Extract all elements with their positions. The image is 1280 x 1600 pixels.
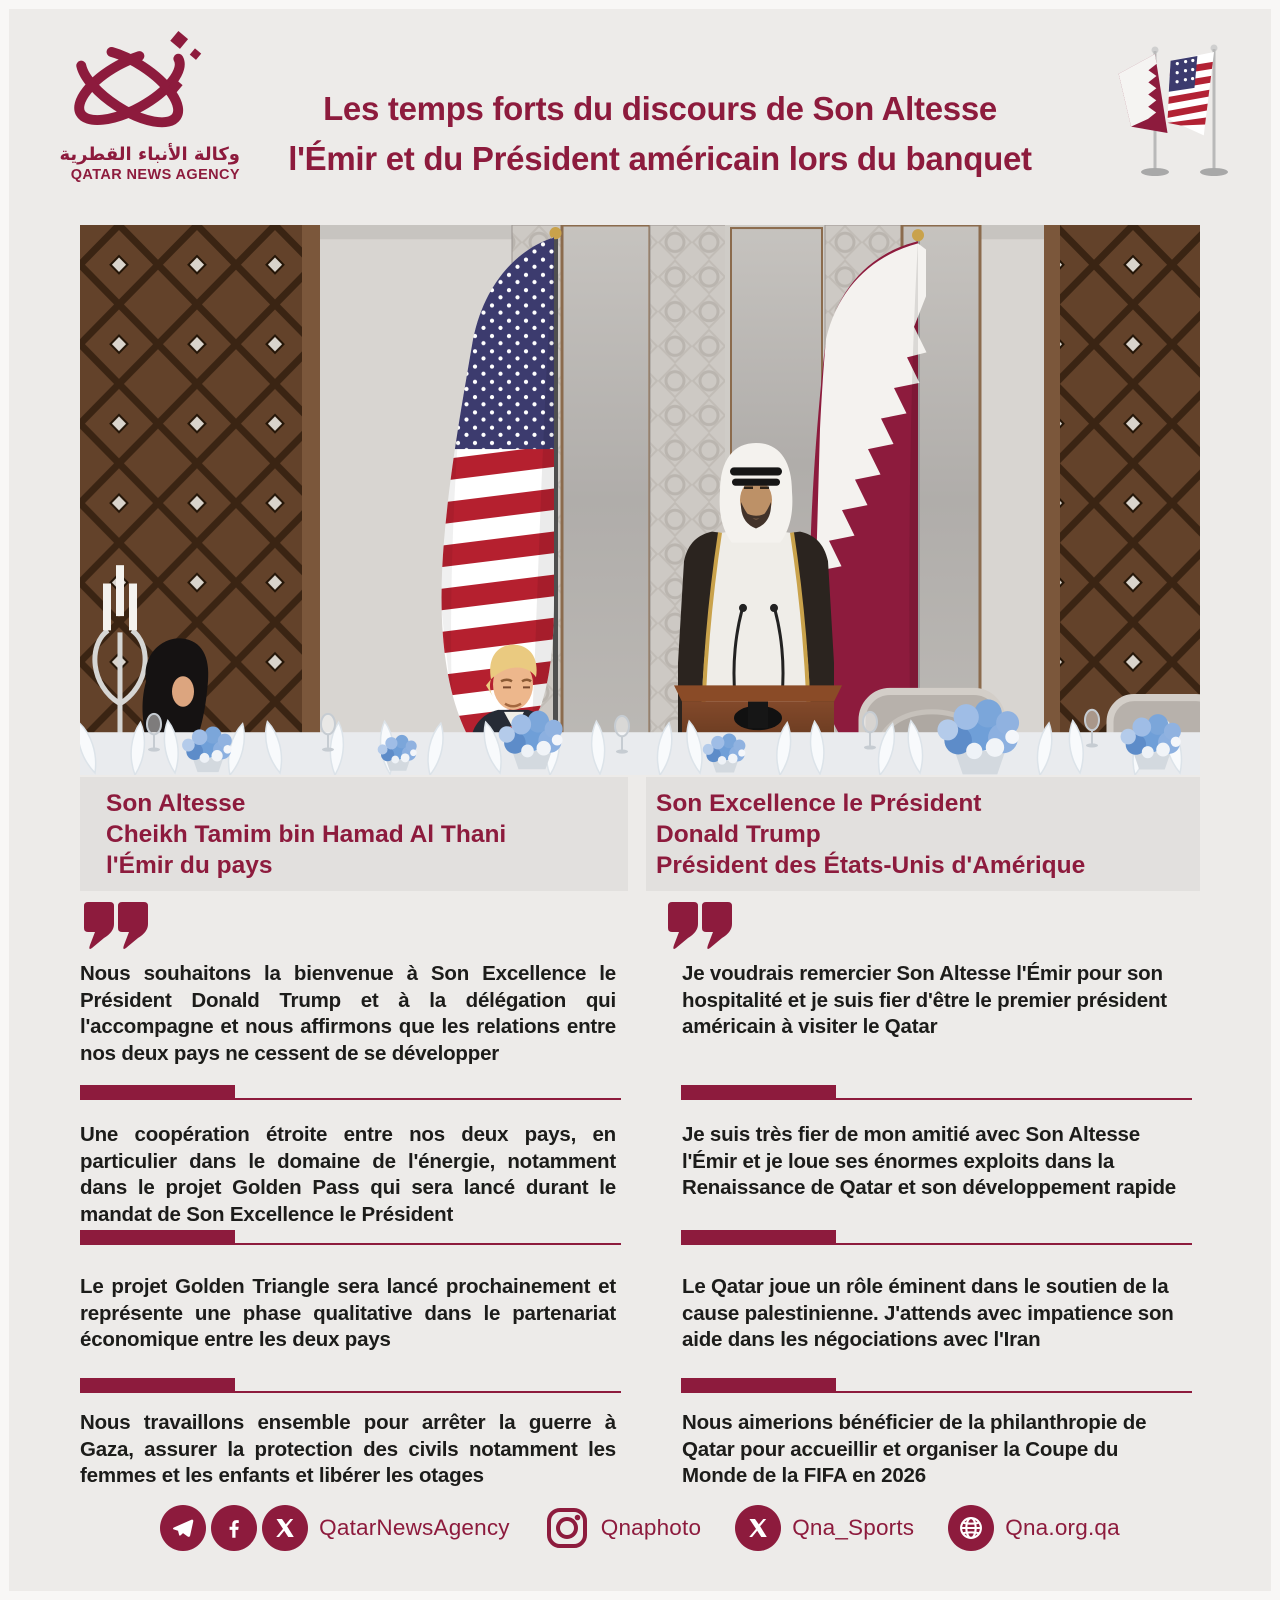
speaker-bar-emir [80, 777, 628, 891]
quote-icon-left [84, 902, 148, 952]
x-sports-icon[interactable] [735, 1505, 781, 1551]
divider [681, 1230, 1192, 1245]
handle-qatarnewsagency[interactable]: QatarNewsAgency [319, 1515, 510, 1540]
trump-title-line2: Donald Trump [656, 820, 821, 848]
divider [681, 1378, 1192, 1393]
quote-emir-4: Nous travaillons ensemble pour arrêter la guerre à Gaza, assurer la protection des civils notamment les femmes et les enfants et libérer les otages [80, 1411, 616, 1487]
page-title-line1: Les temps forts du discours de Son Altesse [323, 90, 997, 127]
usa-flag-icon [1162, 45, 1228, 177]
divider [80, 1378, 621, 1393]
quote-icon-right [668, 902, 732, 952]
divider [80, 1230, 621, 1245]
quote-trump-1: Je voudrais remercier Son Altesse l'Émir pour son hospitalité et je suis fier d'être le premier président américain à visiter le Qatar [682, 962, 1167, 1038]
x-icon[interactable] [262, 1505, 308, 1551]
page-title [210, 84, 1110, 184]
handle-qnaphoto[interactable]: Qnaphoto [600, 1515, 702, 1540]
emir-title-line1: Son Altesse [106, 789, 246, 817]
website-link[interactable]: Qna.org.qa [1005, 1515, 1120, 1540]
speaker-bar-trump [646, 777, 1200, 891]
logo-arabic-text: وكالة الأنباء القطرية [59, 144, 240, 165]
trump-title-line1: Son Excellence le Président [656, 789, 982, 817]
divider [80, 1085, 621, 1100]
quote-trump-3: Le Qatar joue un rôle éminent dans le soutien de la cause palestinienne. J'attends avec impatience son aide dans les négociations avec l'Iran [682, 1275, 1174, 1351]
handle-qna-sports[interactable]: Qna_Sports [792, 1515, 915, 1540]
divider [681, 1085, 1192, 1100]
globe-icon[interactable] [948, 1505, 994, 1551]
page-title-line2: l'Émir et du Président américain lors du banquet [288, 140, 1032, 177]
qatar-flag-icon [1116, 47, 1169, 177]
quote-trump-4: Nous aimerions bénéficier de la philanthropie de Qatar pour accueillir et organiser la Coupe du Monde de la FIFA en 2026 [682, 1411, 1147, 1487]
emir-title-line2: Cheikh Tamim bin Hamad Al Thani [106, 820, 507, 848]
logo-english-text: QATAR NEWS AGENCY [70, 167, 240, 183]
banquet-photo [80, 225, 1200, 775]
telegram-icon[interactable] [160, 1505, 206, 1551]
trump-title-line3: Président des États-Unis d'Amérique [656, 851, 1086, 879]
facebook-icon[interactable] [211, 1505, 257, 1551]
wood-panel-right [1044, 225, 1200, 775]
quote-trump-2: Je suis très fier de mon amitié avec Son Altesse l'Émir et je loue ses énormes exploits dans la Renaissance de Qatar et son développement rapide [682, 1123, 1176, 1199]
qna-swirl-icon [56, 30, 212, 142]
emir-title-line3: l'Émir du pays [106, 851, 273, 879]
quote-emir-1: Nous souhaitons la bienvenue à Son Excellence le Président Donald Trump et à la délégation qui l'accompagne et nous affirmons que les relations entre nos deux pays ne cessent de se développer [80, 962, 616, 1065]
qatar-usa-table-flags [1106, 38, 1238, 193]
quote-emir-2: Une coopération étroite entre nos deux pays, en particulier dans le domaine de l'énergie, notamment dans le projet Golden Pass qui sera lancé durant le mandat de Son Excellence le Président [80, 1123, 616, 1226]
footer-social-bar [0, 1505, 1280, 1551]
quote-emir-3: Le projet Golden Triangle sera lancé prochainement et représente une phase qualitative dans le partenariat économique entre les deux pays [80, 1275, 616, 1351]
instagram-icon[interactable] [544, 1505, 590, 1551]
